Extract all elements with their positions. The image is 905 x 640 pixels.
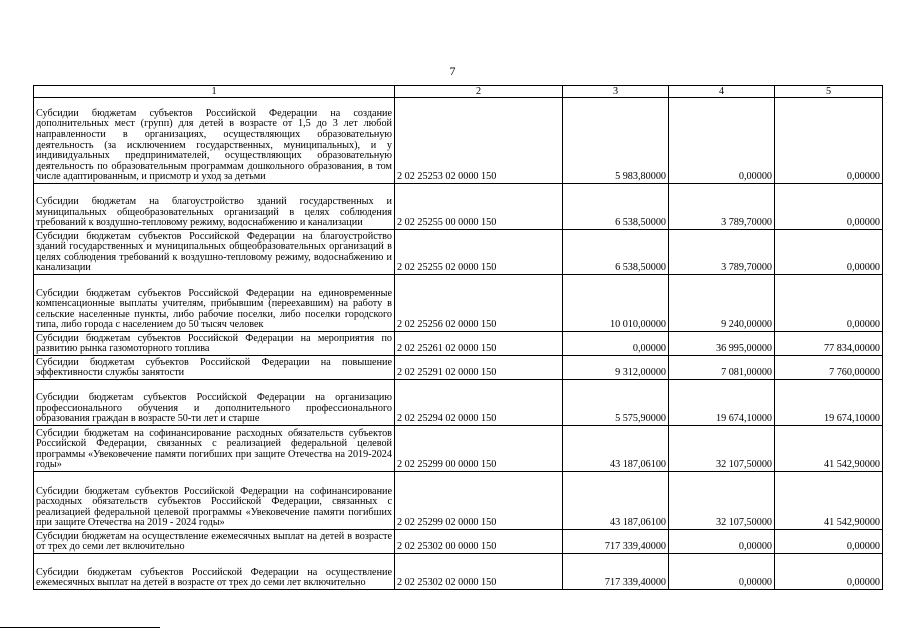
row-code: 2 02 25291 02 0000 150 [395,356,563,380]
row-code: 2 02 25255 00 0000 150 [395,184,563,230]
row-value-col5: 41 542,90000 [775,426,883,472]
table-row [34,554,883,590]
row-code: 2 02 25294 02 0000 150 [395,380,563,426]
table-row [34,275,883,332]
row-value-col3: 717 339,40000 [563,530,669,554]
column-header: 1 [34,86,395,98]
row-value-col3: 5 575,90000 [563,380,669,426]
row-value-col5: 0,00000 [775,184,883,230]
table-row [34,332,883,356]
row-description: Субсидии бюджетам субъектов Российской Федерации на повышение эффективности службы занятости [34,356,395,380]
row-value-col3: 717 339,40000 [563,554,669,590]
row-code: 2 02 25255 02 0000 150 [395,230,563,275]
row-value-col5: 77 834,00000 [775,332,883,356]
row-value-col4: 0,00000 [669,98,775,184]
row-value-col3: 0,00000 [563,332,669,356]
row-code: 2 02 25261 02 0000 150 [395,332,563,356]
row-value-col5: 0,00000 [775,98,883,184]
row-description: Субсидии бюджетам субъектов Российской Федерации на благоустройство зданий государственных и муниципальных общеобразовательных организаций в целях соблюдения требований к воздушно-тепловому режиму, водоснабжению и канализации [34,230,395,275]
table-row [34,380,883,426]
row-description: Субсидии бюджетам субъектов Российской Федерации на единовременные компенсационные выплаты учителям, прибывшим (переехавшим) на работу в сельские населенные пункты, либо рабочие поселки, либо поселки городского типа, либо города с населением до 50 тысяч человек [34,275,395,332]
row-description: Субсидии бюджетам субъектов Российской Федерации на создание дополнительных мест (групп) для детей в возрасте от 1,5 до 3 лет любой направленности в организациях, осуществляющих образовательную деятельность (за исключением государственных, муниципальных), и у индивидуальных предпринимателей, осуществляющих образовательную деятельность по образовательным программам дошкольного образования, в том числе адаптированным, и присмотр и уход за детьми [34,98,395,184]
row-value-col3: 43 187,06100 [563,426,669,472]
row-code: 2 02 25302 00 0000 150 [395,530,563,554]
table-row [34,230,883,275]
footer-divider [0,627,160,628]
row-value-col3: 6 538,50000 [563,184,669,230]
row-description: Субсидии бюджетам субъектов Российской Федерации на осуществление ежемесячных выплат на детей в возрасте от трех до семи лет включительно [34,554,395,590]
row-value-col3: 5 983,80000 [563,98,669,184]
row-description: Субсидии бюджетам на осуществление ежемесячных выплат на детей в возрасте от трех до семи лет включительно [34,530,395,554]
row-code: 2 02 25253 02 0000 150 [395,98,563,184]
row-description: Субсидии бюджетам субъектов Российской Федерации на мероприятия по развитию рынка газомоторного топлива [34,332,395,356]
row-description: Субсидии бюджетам на софинансирование расходных обязательств субъектов Российской Федерации, связанных с реализацией федеральной целевой программы «Увековечение памяти погибших при защите Отечества на 2019-2024 годы» [34,426,395,472]
table-row [34,356,883,380]
row-value-col3: 10 010,00000 [563,275,669,332]
row-value-col4: 32 107,50000 [669,426,775,472]
row-code: 2 02 25299 02 0000 150 [395,472,563,530]
row-value-col5: 0,00000 [775,230,883,275]
row-value-col4: 0,00000 [669,554,775,590]
row-value-col4: 32 107,50000 [669,472,775,530]
row-value-col3: 9 312,00000 [563,356,669,380]
row-value-col4: 36 995,00000 [669,332,775,356]
row-value-col3: 43 187,06100 [563,472,669,530]
table-row [34,472,883,530]
row-value-col5: 0,00000 [775,554,883,590]
column-header: 4 [669,86,775,98]
row-value-col4: 3 789,70000 [669,184,775,230]
table-header-row [34,86,883,98]
table-row [34,184,883,230]
row-code: 2 02 25299 00 0000 150 [395,426,563,472]
row-value-col5: 19 674,10000 [775,380,883,426]
row-value-col4: 3 789,70000 [669,230,775,275]
row-description: Субсидии бюджетам на благоустройство зданий государственных и муниципальных общеобразовательных организаций в целях соблюдения требований к воздушно-тепловому режиму, водоснабжению и канализации [34,184,395,230]
row-value-col5: 0,00000 [775,530,883,554]
row-value-col4: 9 240,00000 [669,275,775,332]
table-row [34,98,883,184]
row-value-col5: 0,00000 [775,275,883,332]
row-value-col4: 7 081,00000 [669,356,775,380]
row-value-col4: 19 674,10000 [669,380,775,426]
column-header: 5 [775,86,883,98]
row-value-col3: 6 538,50000 [563,230,669,275]
row-description: Субсидии бюджетам субъектов Российской Федерации на организацию профессионального обучения и дополнительного профессионального образования граждан в возрасте 50-ти лет и старше [34,380,395,426]
budget-table [33,85,883,590]
column-header: 2 [395,86,563,98]
table-row [34,530,883,554]
column-header: 3 [563,86,669,98]
row-value-col5: 41 542,90000 [775,472,883,530]
row-value-col4: 0,00000 [669,530,775,554]
row-description: Субсидии бюджетам субъектов Российской Федерации на софинансирование расходных обязательств субъектов Российской Федерации, связанных с реализацией федеральной целевой программы «Увековечение памяти погибших при защите Отечества на 2019 - 2024 годы» [34,472,395,530]
table-row [34,426,883,472]
row-code: 2 02 25256 02 0000 150 [395,275,563,332]
row-value-col5: 7 760,00000 [775,356,883,380]
row-code: 2 02 25302 02 0000 150 [395,554,563,590]
page-number: 7 [449,64,456,78]
